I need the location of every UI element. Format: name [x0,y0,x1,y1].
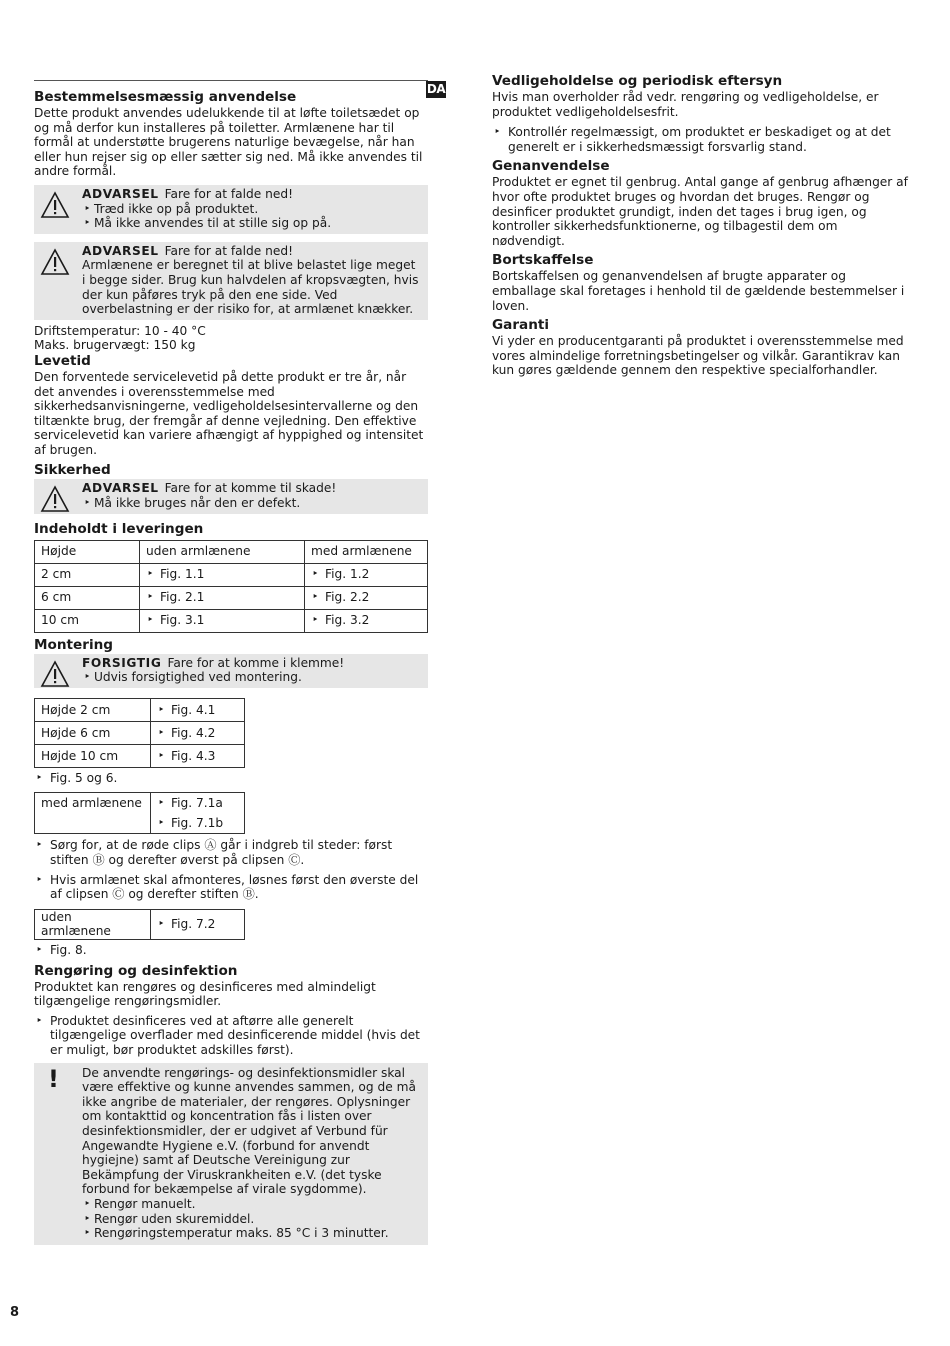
warranty-heading: Garanti [492,317,550,334]
list-item: ‣ Hvis armlænet skal afmonteres, løsnes først den øverste del af clipsen Ⓒ og derefter stiften Ⓑ. [34,873,428,902]
table-cell: ‣ Fig. 7.1b [151,813,245,834]
warning-title: Fare for at falde ned! [164,186,293,201]
delivery-table [34,540,428,633]
warning-triangle-icon [40,485,70,513]
table-cell: med armlænene [35,793,151,834]
table-cell: uden armlænene [35,909,151,939]
list-item: ‣ Træd ikke op på produktet. [82,202,422,217]
warning-triangle-icon [40,660,70,688]
warning-title: Fare for at komme til skade! [164,481,337,496]
table-cell: ‣ Fig. 1.2 [305,563,428,586]
maintenance-heading: Vedligeholdelse og periodisk eftersyn [492,73,783,89]
warning-triangle-icon [40,191,70,219]
table-cell: ‣ Fig. 4.3 [151,744,245,767]
table-cell: ‣ Fig. 2.1 [140,586,305,609]
list-item: ‣ Rengøringstemperatur maks. 85 °C i 3 minutter. [82,1226,422,1241]
table-cell: ‣ Fig. 3.1 [140,609,305,632]
list-item: ‣ Må ikke anvendes til at stille sig op på. [82,216,422,231]
table-header-cell: uden armlænene [140,540,305,563]
fig-8-ref: ‣ Fig. 8. [34,943,428,958]
caution-box-pinch [34,654,428,688]
warning-triangle-icon [40,248,70,276]
right-column [492,73,912,378]
with-arm-table [34,792,245,834]
cleaning-heading: Rengøring og desinfektion [34,962,238,979]
table-cell: ‣ Fig. 7.1a [151,793,245,814]
warning-label: ADVARSEL [82,481,159,496]
table-row [35,586,428,609]
warning-box-fall-1 [34,185,428,234]
disposal-heading: Bortskaffelse [492,252,594,269]
intended-use-body: Dette produkt anvendes udelukkende til at løfte toiletsædet op og må derfor kun installeres på toiletter. Armlænene har til formål at understøtte brugerens naturlige bevægelse, når han eller hun rejser sig op eller sætter sig ned. Må ikke anvendes til andre formål. [34,106,423,179]
warning-body: Armlænene er beregnet til at blive belastet lige meget i begge sider. Brug kun halvdelen af kropsvægten, hvis der kun påføres tryk på den ene side. Ved overbelastning er der risiko for, at armlænet knækker. [82,258,419,317]
top-rule [34,80,428,81]
spec-temperature: Driftstemperatur: 10 - 40 °C [34,323,206,338]
safety-heading: Sikkerhed [34,462,111,479]
list-item: ‣ Rengør uden skuremiddel. [82,1212,422,1227]
note-box-cleaning [34,1063,428,1245]
warning-box-fall-2 [34,242,428,320]
warning-label: ADVARSEL [82,243,159,258]
exclamation-icon: ! [48,1064,59,1093]
list-item: ‣ Må ikke bruges når den er defekt. [82,496,422,511]
caution-title: Fare for at komme i klemme! [167,655,345,670]
warranty-body: Vi yder en producentgaranti på produktet i overensstemmelse med vores almindelige forretningsbetingelser og vilkår. Garantikrav kan kun gøres gældende gennem den respektive specialforhandler. [492,334,904,378]
table-cell: ‣ Fig. 2.2 [305,586,428,609]
reuse-heading: Genanvendelse [492,158,610,175]
table-cell: ‣ Fig. 7.2 [151,909,245,939]
height-fig-table [34,698,245,768]
table-cell: Højde 2 cm [35,698,151,721]
delivery-heading: Indeholdt i leveringen [34,520,204,537]
table-cell: ‣ Fig. 3.2 [305,609,428,632]
without-arm-table [34,909,245,940]
mounting-heading: Montering [34,636,114,653]
list-item: ‣ Udvis forsigtighed ved montering. [82,670,422,685]
table-cell: ‣ Fig. 1.1 [140,563,305,586]
table-row [35,793,245,814]
list-item: ‣ Rengør manuelt. [82,1197,422,1212]
warning-title: Fare for at falde ned! [164,243,293,258]
maintenance-body: Hvis man overholder råd vedr. rengøring og vedligeholdelse, er produktet vedligeholdelsesfrit. [492,90,879,119]
warning-box-injury [34,479,428,513]
note-body: De anvendte rengørings- og desinfektionsmidler skal være effektive og kunne anvendes sammen, og de må ikke angribe de materialer, der rengøres. Oplysninger om kontakttid og koncentration fås i listen over desinfektionsmidler, der er udgivet af Verbund für Angewandte Hygiene e.V. (forbund for anvendt hygiejne) samt af Deutsche Vereinigung zur Bekämpfung der Viruskrankheiten e.V. (det tyske forbund for bekæmpelse af virale sygdomme). [82,1065,416,1197]
intended-use-heading: Bestemmelsesmæssig anvendelse [34,89,297,105]
list-item: ‣ Kontrollér regelmæssigt, om produktet er beskadiget og at det generelt er i sikkerhedsmæssigt forsvarlig stand. [492,125,912,154]
table-header-row [35,540,428,563]
table-row [35,698,245,721]
lifetime-body: Den forventede servicelevetid på dette produkt er tre år, når det anvendes i overensstemmelse med sikkerhedsanvisningerne, vedligeholdelsesintervallerne og den tiltænkte brug, der fremgår af denne vejledning. Den effektive servicelevetid kan variere afhængigt af hyppighed og intensitet af brugen. [34,369,424,457]
page-number: 8 [10,1305,20,1320]
list-item: ‣ Produktet desinficeres ved at aftørre alle generelt tilgængelige overflader med desinficerende middel (hvis det er muligt, bør produktet adskilles først). [34,1014,428,1058]
table-cell: 2 cm [35,563,140,586]
table-cell: ‣ Fig. 4.1 [151,698,245,721]
table-cell: ‣ Fig. 4.2 [151,721,245,744]
fig-5-6-ref: ‣ Fig. 5 og 6. [34,771,428,786]
table-header-cell: Højde [35,540,140,563]
lifetime-heading: Levetid [34,352,91,369]
table-row [35,744,245,767]
caution-label: FORSIGTIG [82,655,162,670]
list-item: ‣ Sørg for, at de røde clips Ⓐ går i indgreb til steder: først stiften Ⓑ og derefter øverst på clipsen Ⓒ. [34,838,428,867]
table-row [35,909,245,939]
table-row [35,609,428,632]
reuse-body: Produktet er egnet til genbrug. Antal gange af genbrug afhænger af hvor ofte produktet bruges og hvordan det bruges. Rengør og desinficer produktet grundigt, inden det tages i brug igen, og kontroller sikkerhedsfunktionerne, og tilbagestil dem om nødvendigt. [492,175,908,248]
table-cell: 10 cm [35,609,140,632]
left-column [34,89,428,1245]
warning-label: ADVARSEL [82,186,159,201]
table-row [35,563,428,586]
spec-max-weight: Maks. brugervægt: 150 kg [34,338,196,353]
cleaning-body: Produktet kan rengøres og desinficeres med almindeligt tilgængelige rengøringsmidler. [34,979,376,1009]
language-tag: DA [426,82,446,96]
table-cell: Højde 10 cm [35,744,151,767]
table-cell: 6 cm [35,586,140,609]
table-cell: Højde 6 cm [35,721,151,744]
disposal-body: Bortskaffelsen og genanvendelsen af brugte apparater og emballage skal foretages i henhold til de gældende bestemmelser i loven. [492,269,905,313]
table-row [35,721,245,744]
table-header-cell: med armlænene [305,540,428,563]
